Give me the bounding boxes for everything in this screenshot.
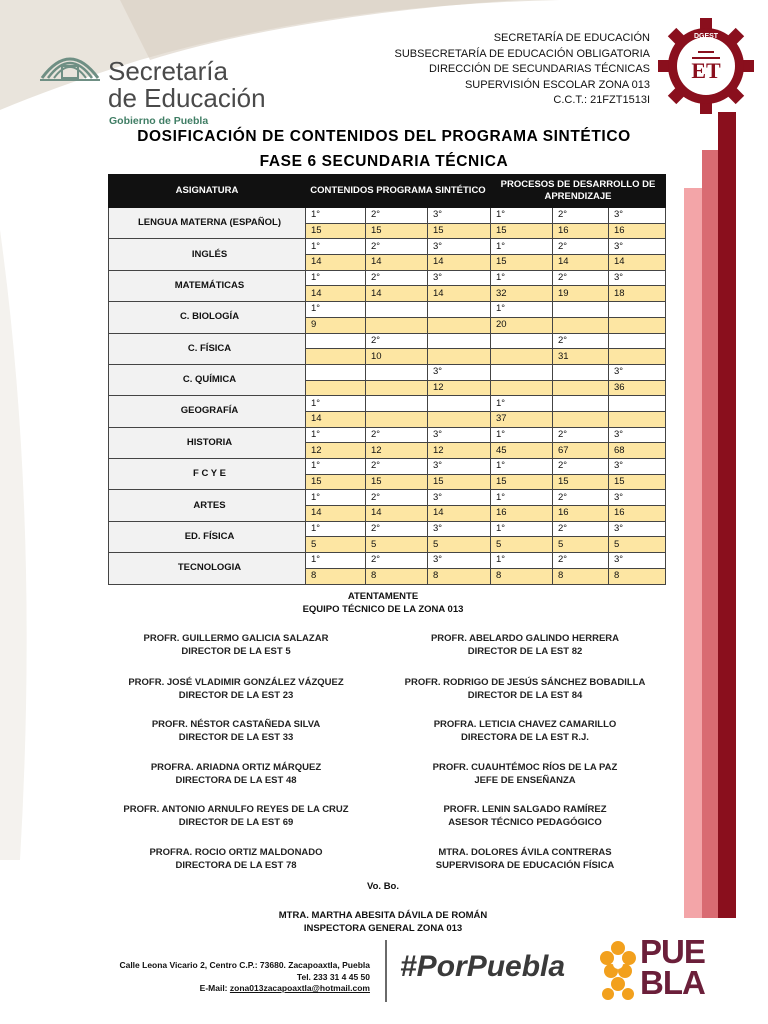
grade-cell: 3° — [609, 208, 666, 224]
grade-cell — [609, 302, 666, 318]
value-cell: 16 — [609, 506, 666, 522]
grade-cell: 1° — [491, 396, 553, 412]
grade-cell — [306, 333, 366, 349]
value-cell — [553, 317, 609, 333]
signature-block — [96, 761, 376, 787]
value-cell — [306, 349, 366, 365]
decorative-stripe-maroon — [718, 112, 736, 918]
signature-block — [380, 803, 670, 829]
value-cell: 14 — [306, 255, 366, 271]
value-cell — [609, 317, 666, 333]
org-line: SUBSECRETARÍA DE EDUCACIÓN OBLIGATORIA — [394, 47, 650, 60]
value-cell: 15 — [428, 474, 491, 490]
signature-role: JEFE DE ENSEÑANZA — [474, 775, 576, 786]
value-cell: 68 — [609, 443, 666, 459]
subject-cell: F C Y E — [109, 459, 306, 490]
value-cell: 15 — [428, 223, 491, 239]
signature-name: PROFR. RODRIGO DE JESÚS SÁNCHEZ BOBADILLA — [404, 677, 646, 688]
org-line: SUPERVISIÓN ESCOLAR ZONA 013 — [464, 78, 650, 91]
signature-role: DIRECTORA DE LA EST 48 — [175, 775, 297, 786]
table-header-row — [109, 175, 666, 208]
signature-block — [96, 676, 376, 702]
subject-cell: INGLÉS — [109, 239, 306, 270]
signature-role: DIRECTOR DE LA EST 23 — [178, 690, 294, 701]
value-cell — [609, 349, 666, 365]
value-cell: 15 — [306, 474, 366, 490]
grade-cell: 3° — [428, 490, 491, 506]
value-cell: 14 — [428, 286, 491, 302]
value-cell: 10 — [366, 349, 428, 365]
grade-cell: 3° — [609, 459, 666, 475]
grade-cell: 2° — [553, 208, 609, 224]
signature-name: PROFR. ANTONIO ARNULFO REYES DE LA CRUZ — [123, 804, 349, 815]
value-cell: 5 — [553, 537, 609, 553]
grade-cell: 2° — [553, 333, 609, 349]
dosificacion-table — [108, 174, 666, 585]
value-cell: 12 — [428, 443, 491, 459]
signature-block — [380, 632, 670, 658]
puebla-brand-wordmark — [640, 933, 705, 1001]
grade-cell: 3° — [428, 364, 491, 380]
grade-cell: 3° — [609, 270, 666, 286]
grade-cell — [366, 302, 428, 318]
value-cell: 12 — [306, 443, 366, 459]
grade-cell: 3° — [428, 270, 491, 286]
value-cell: 8 — [428, 568, 491, 584]
value-cell: 37 — [491, 411, 553, 427]
footer-email-link[interactable]: zona013zacapoaxtla@hotmail.com — [229, 983, 370, 993]
grade-cell: 3° — [428, 553, 491, 569]
footer-email-line — [119, 983, 370, 995]
grade-cell: 1° — [306, 270, 366, 286]
value-cell: 18 — [609, 286, 666, 302]
value-cell — [491, 349, 553, 365]
value-cell: 14 — [366, 286, 428, 302]
org-line: SECRETARÍA DE EDUCACIÓN — [493, 32, 650, 44]
grade-cell: 3° — [428, 239, 491, 255]
header-procesos: PROCESOS DE DESARROLLO DE APRENDIZAJE — [491, 175, 666, 208]
grade-cell: 1° — [306, 427, 366, 443]
vobo-label: Vo. Bo. — [366, 881, 400, 892]
value-cell: 15 — [491, 223, 553, 239]
grade-cell: 2° — [366, 239, 428, 255]
seal-mark-text: ET — [691, 58, 721, 83]
grade-cell: 1° — [306, 208, 366, 224]
value-cell: 5 — [609, 537, 666, 553]
footer-phone: Tel. 233 31 4 45 50 — [296, 971, 370, 982]
grade-cell: 2° — [366, 427, 428, 443]
footer-divider — [385, 940, 387, 1002]
table-row-grades — [109, 364, 666, 380]
value-cell: 8 — [609, 568, 666, 584]
value-cell — [428, 317, 491, 333]
org-header — [395, 31, 651, 109]
grade-cell: 1° — [491, 270, 553, 286]
grade-cell: 2° — [366, 270, 428, 286]
grade-cell: 2° — [366, 333, 428, 349]
subject-cell: C. QUÍMICA — [109, 364, 306, 395]
grade-cell — [428, 396, 491, 412]
grade-cell: 2° — [366, 521, 428, 537]
value-cell: 14 — [553, 255, 609, 271]
table-row-grades — [109, 427, 666, 443]
grade-cell: 1° — [491, 490, 553, 506]
grade-cell: 3° — [609, 490, 666, 506]
puebla-brand-line2: BLA — [640, 964, 705, 1001]
secretaria-wordmark — [108, 58, 266, 112]
grade-cell — [491, 333, 553, 349]
signature-role: DIRECTOR DE LA EST 5 — [181, 646, 291, 657]
value-cell: 16 — [609, 223, 666, 239]
grade-cell: 2° — [553, 270, 609, 286]
value-cell: 5 — [428, 537, 491, 553]
grade-cell: 2° — [553, 490, 609, 506]
grade-cell — [428, 302, 491, 318]
grade-cell: 1° — [306, 553, 366, 569]
grade-cell — [366, 364, 428, 380]
value-cell: 8 — [366, 568, 428, 584]
header-contenidos: CONTENIDOS PROGRAMA SINTÉTICO — [306, 175, 491, 208]
grade-cell: 3° — [609, 239, 666, 255]
signature-role: DIRECTOR DE LA EST 69 — [178, 817, 294, 828]
subject-cell: C. BIOLOGÍA — [109, 302, 306, 333]
puebla-flower-icon — [598, 940, 638, 1002]
value-cell: 20 — [491, 317, 553, 333]
value-cell: 14 — [609, 255, 666, 271]
grade-cell — [553, 364, 609, 380]
grade-cell: 1° — [306, 239, 366, 255]
table-body — [109, 208, 666, 585]
value-cell: 15 — [609, 474, 666, 490]
grade-cell: 2° — [553, 521, 609, 537]
org-line: C.C.T.: 21FZT1513I — [553, 94, 650, 106]
subject-cell: GEOGRAFÍA — [109, 396, 306, 427]
grade-cell: 2° — [366, 208, 428, 224]
table-row-grades — [109, 302, 666, 318]
atentamente-block — [248, 590, 518, 616]
grade-cell — [306, 364, 366, 380]
value-cell — [553, 380, 609, 396]
value-cell: 15 — [491, 255, 553, 271]
secretaria-logo-icon — [36, 40, 104, 84]
signature-name: PROFR. GUILLERMO GALICIA SALAZAR — [143, 633, 329, 644]
signature-name: PROFRA. LETICIA CHAVEZ CAMARILLO — [433, 719, 617, 730]
signature-name: MTRA. DOLORES ÁVILA CONTRERAS — [438, 847, 612, 858]
grade-cell — [366, 396, 428, 412]
subject-cell: MATEMÁTICAS — [109, 270, 306, 301]
table-row-grades — [109, 521, 666, 537]
grade-cell: 1° — [491, 427, 553, 443]
grade-cell: 1° — [306, 396, 366, 412]
grade-cell: 1° — [306, 302, 366, 318]
header-asignatura: ASIGNATURA — [109, 175, 306, 208]
signature-role: DIRECTORA DE LA EST R.J. — [461, 732, 589, 743]
subject-cell: HISTORIA — [109, 427, 306, 458]
grade-cell: 1° — [306, 459, 366, 475]
grade-cell: 3° — [428, 521, 491, 537]
grade-cell — [491, 364, 553, 380]
value-cell: 8 — [491, 568, 553, 584]
document-subtitle: FASE 6 SECUNDARIA TÉCNICA — [259, 153, 509, 170]
subject-cell: ARTES — [109, 490, 306, 521]
grade-cell — [609, 396, 666, 412]
value-cell: 9 — [306, 317, 366, 333]
value-cell: 14 — [366, 506, 428, 522]
table-row-grades — [109, 459, 666, 475]
value-cell: 45 — [491, 443, 553, 459]
signature-name: PROFR. LENIN SALGADO RAMÍREZ — [443, 804, 607, 815]
value-cell — [491, 380, 553, 396]
value-cell: 14 — [306, 411, 366, 427]
table-row-grades — [109, 208, 666, 224]
signature-block — [380, 846, 670, 872]
signature-name: PROFRA. ROCIO ORTIZ MALDONADO — [149, 847, 323, 858]
signature-name: PROFR. JOSÉ VLADIMIR GONZÁLEZ VÁZQUEZ — [128, 677, 344, 688]
logo-line-1: Secretaría — [108, 56, 228, 86]
value-cell: 14 — [366, 255, 428, 271]
signature-block — [380, 676, 670, 702]
value-cell — [366, 317, 428, 333]
value-cell: 14 — [306, 506, 366, 522]
value-cell — [366, 380, 428, 396]
grade-cell — [428, 333, 491, 349]
grade-cell: 2° — [366, 553, 428, 569]
grade-cell: 2° — [366, 490, 428, 506]
grade-cell: 3° — [609, 521, 666, 537]
grade-cell — [553, 302, 609, 318]
signature-role: DIRECTOR DE LA EST 84 — [467, 690, 583, 701]
grade-cell: 2° — [553, 459, 609, 475]
org-line: DIRECCIÓN DE SECUNDARIAS TÉCNICAS — [428, 63, 650, 75]
value-cell — [428, 349, 491, 365]
grade-cell: 3° — [609, 364, 666, 380]
value-cell: 12 — [366, 443, 428, 459]
atentamente-label: ATENTAMENTE — [347, 591, 419, 602]
value-cell: 5 — [306, 537, 366, 553]
table-row-grades — [109, 333, 666, 349]
signature-block — [96, 718, 376, 744]
signature-name: PROFRA. ARIADNA ORTIZ MÁRQUEZ — [150, 762, 322, 773]
grade-cell — [609, 333, 666, 349]
value-cell: 14 — [428, 506, 491, 522]
equipo-label: EQUIPO TÉCNICO DE LA ZONA 013 — [302, 604, 464, 615]
value-cell: 15 — [366, 474, 428, 490]
decorative-stripe-rose — [702, 150, 718, 918]
vobo-name: MTRA. MARTHA ABESITA DÁVILA DE ROMÁN — [278, 910, 488, 921]
grade-cell: 1° — [491, 553, 553, 569]
footer-address-block — [119, 960, 370, 995]
value-cell — [366, 411, 428, 427]
value-cell: 8 — [553, 568, 609, 584]
value-cell: 5 — [366, 537, 428, 553]
hashtag-porpuebla: #PorPuebla — [400, 950, 566, 983]
value-cell: 12 — [428, 380, 491, 396]
signature-block — [380, 761, 670, 787]
value-cell: 14 — [428, 255, 491, 271]
value-cell: 8 — [306, 568, 366, 584]
signature-role: SUPERVISORA DE EDUCACIÓN FÍSICA — [435, 860, 615, 871]
grade-cell: 1° — [491, 521, 553, 537]
footer-email-label: E-Mail: — [199, 983, 228, 993]
grade-cell: 1° — [491, 239, 553, 255]
vobo-signature — [213, 909, 553, 935]
value-cell: 19 — [553, 286, 609, 302]
value-cell: 36 — [609, 380, 666, 396]
value-cell: 5 — [491, 537, 553, 553]
grade-cell: 2° — [553, 239, 609, 255]
grade-cell — [553, 396, 609, 412]
footer-address: Calle Leona Vicario 2, Centro C.P.: 73680. Zacapoaxtla, Puebla — [119, 960, 370, 970]
vobo-role: INSPECTORA GENERAL ZONA 013 — [303, 923, 463, 934]
logo-line-2: de Educación — [108, 83, 266, 113]
signature-role: ASESOR TÉCNICO PEDAGÓGICO — [448, 817, 602, 828]
grade-cell: 1° — [491, 459, 553, 475]
value-cell: 16 — [553, 223, 609, 239]
value-cell: 67 — [553, 443, 609, 459]
table-row-grades — [109, 239, 666, 255]
signature-name: PROFR. CUAUHTÉMOC RÍOS DE LA PAZ — [432, 762, 618, 773]
table-row-grades — [109, 270, 666, 286]
document-title: DOSIFICACIÓN DE CONTENIDOS DEL PROGRAMA SINTÉTICO — [137, 128, 631, 145]
subject-cell: TECNOLOGIA — [109, 553, 306, 584]
value-cell — [553, 411, 609, 427]
grade-cell: 2° — [553, 427, 609, 443]
decorative-stripe-pink — [684, 188, 702, 918]
signature-role: DIRECTOR DE LA EST 82 — [467, 646, 583, 657]
signature-block — [96, 803, 376, 829]
value-cell: 31 — [553, 349, 609, 365]
value-cell: 16 — [491, 506, 553, 522]
table-row-grades — [109, 396, 666, 412]
grade-cell: 1° — [491, 302, 553, 318]
signature-name: PROFR. ABELARDO GALINDO HERRERA — [430, 633, 620, 644]
subject-cell: LENGUA MATERNA (ESPAÑOL) — [109, 208, 306, 239]
table-row-grades — [109, 553, 666, 569]
signature-block — [96, 846, 376, 872]
grade-cell: 2° — [366, 459, 428, 475]
value-cell: 15 — [553, 474, 609, 490]
grade-cell: 2° — [553, 553, 609, 569]
grade-cell: 1° — [306, 490, 366, 506]
puebla-brand-line1: PUE — [640, 933, 705, 970]
signature-block — [380, 718, 670, 744]
value-cell: 15 — [306, 223, 366, 239]
value-cell — [306, 380, 366, 396]
grade-cell: 3° — [428, 427, 491, 443]
value-cell — [428, 411, 491, 427]
value-cell: 32 — [491, 286, 553, 302]
grade-cell: 3° — [609, 427, 666, 443]
grade-cell: 3° — [609, 553, 666, 569]
signature-block — [96, 632, 376, 658]
seal-top-text: DGEST — [693, 33, 719, 40]
signature-role: DIRECTORA DE LA EST 78 — [175, 860, 297, 871]
grade-cell: 1° — [306, 521, 366, 537]
signature-name: PROFR. NÉSTOR CASTAÑEDA SILVA — [151, 719, 321, 730]
subject-cell: C. FÍSICA — [109, 333, 306, 364]
value-cell: 14 — [306, 286, 366, 302]
grade-cell: 1° — [491, 208, 553, 224]
signature-role: DIRECTOR DE LA EST 33 — [178, 732, 294, 743]
value-cell — [609, 411, 666, 427]
grade-cell: 3° — [428, 208, 491, 224]
grade-cell: 3° — [428, 459, 491, 475]
gobierno-label: Gobierno de Puebla — [109, 115, 209, 127]
value-cell: 15 — [491, 474, 553, 490]
value-cell: 15 — [366, 223, 428, 239]
dgest-seal-icon — [656, 16, 756, 116]
value-cell: 16 — [553, 506, 609, 522]
subject-cell: ED. FÍSICA — [109, 521, 306, 552]
table-row-grades — [109, 490, 666, 506]
